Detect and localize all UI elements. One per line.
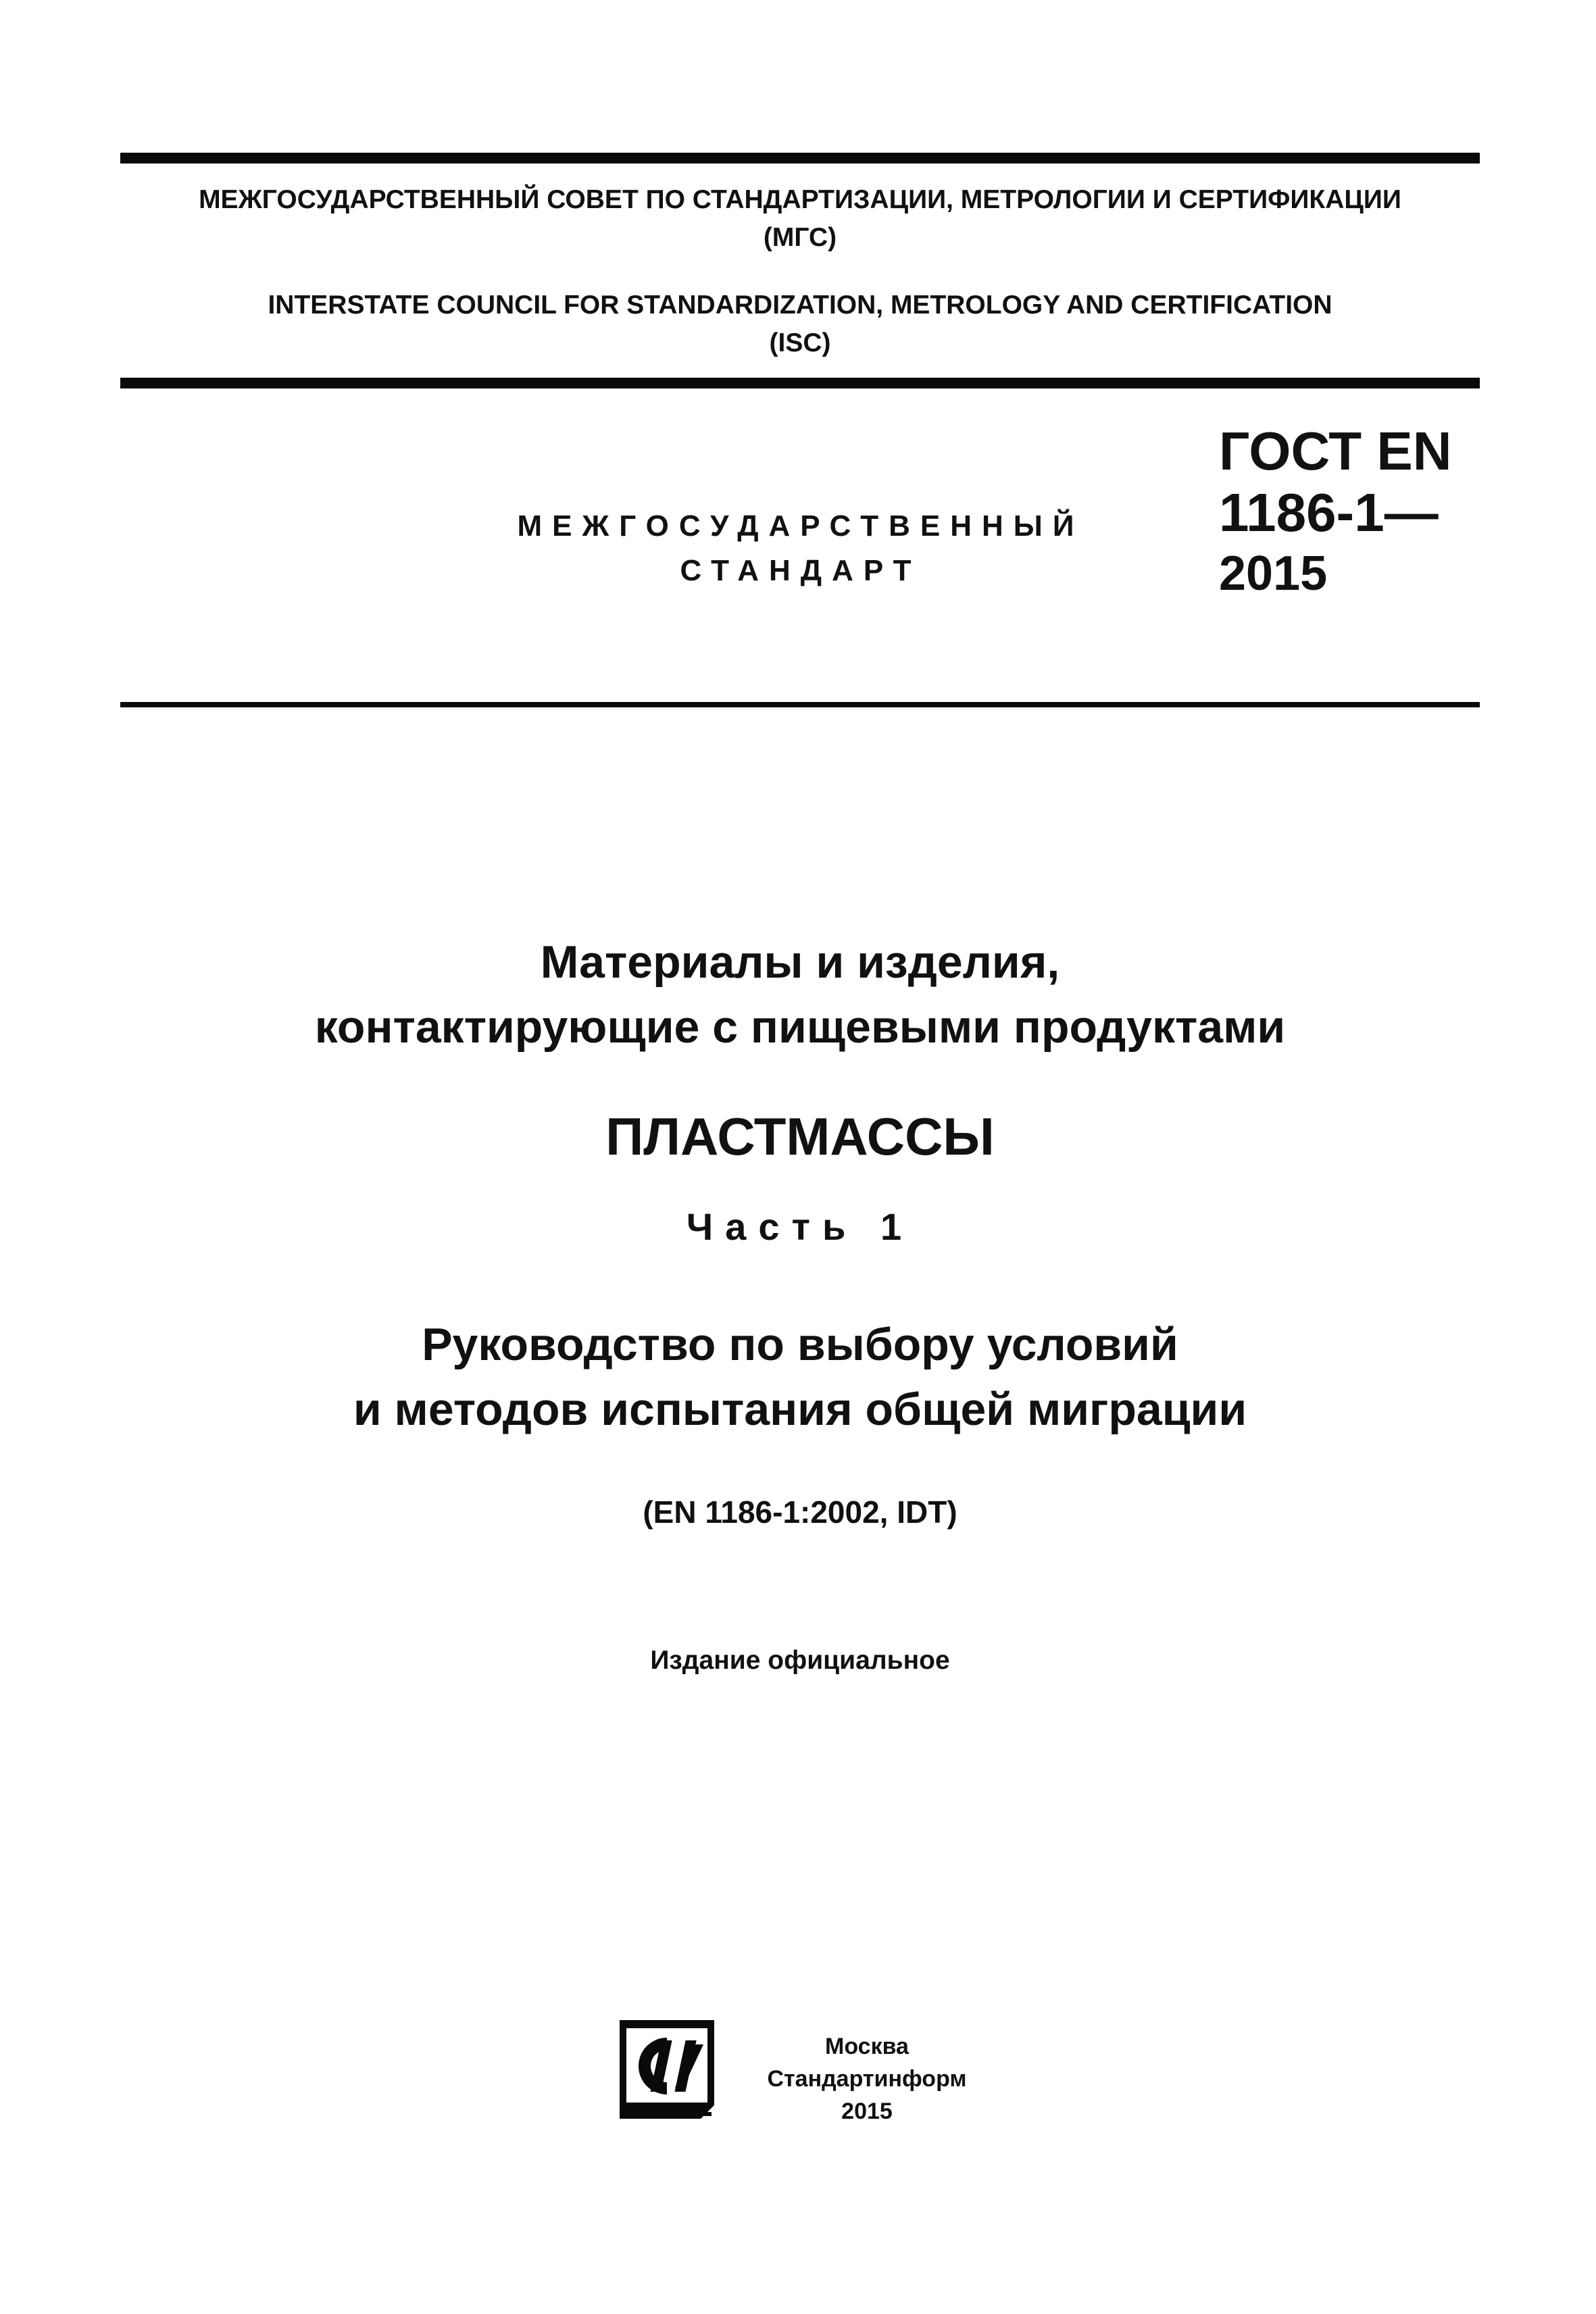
document-subtitle-line1: Руководство по выбору условий	[422, 1319, 1178, 1370]
standard-kind-line2: СТАНДАРТ	[680, 554, 922, 587]
standard-number-year: 2015	[1219, 547, 1328, 601]
council-abbr-ru: (МГС)	[763, 223, 837, 252]
publisher-city: Москва	[825, 2034, 909, 2059]
document-subject	[120, 930, 1480, 1059]
edition-note: Издание официальное	[650, 1646, 950, 1675]
standard-number	[1219, 420, 1452, 605]
document-subtitle-line2: и методов испытания общей миграции	[353, 1384, 1247, 1435]
standard-kind	[487, 504, 1115, 593]
standard-number-line2: 1186-1—	[1219, 482, 1439, 543]
publisher-name: Стандартинформ	[767, 2066, 967, 2092]
council-name-en-line1: INTERSTATE COUNCIL FOR STANDARDIZATION, METROLOGY AND CERTIFICATION	[268, 291, 1332, 320]
document-subject-line1: Материалы и изделия,	[540, 936, 1060, 988]
document-main-title: ПЛАСТМАССЫ	[605, 1107, 995, 1166]
standard-kind-line1: МЕЖГОСУДАРСТВЕННЫЙ	[517, 509, 1084, 543]
top-rule	[120, 153, 1480, 164]
council-name-en	[120, 286, 1480, 362]
standard-number-line1: ГОСТ EN	[1219, 421, 1452, 481]
council-name-ru-line1: МЕЖГОСУДАРСТВЕННЫЙ СОВЕТ ПО СТАНДАРТИЗАЦИИ, МЕТРОЛОГИИ И СЕРТИФИКАЦИИ	[199, 185, 1401, 214]
document-part: Часть 1	[686, 1205, 914, 1248]
council-name-ru	[120, 181, 1480, 257]
publisher-block	[732, 2030, 1002, 2128]
standartinform-logo-icon	[620, 2020, 724, 2119]
standard-bottom-rule	[120, 702, 1480, 707]
header-bottom-rule	[120, 378, 1480, 388]
document-subject-line2: контактирующие с пищевыми продуктами	[314, 1001, 1286, 1053]
document-reference: (EN 1186-1:2002, IDT)	[643, 1494, 957, 1530]
publisher-year: 2015	[841, 2098, 893, 2124]
council-abbr-en: (ISC)	[769, 328, 831, 357]
document-subtitle	[120, 1312, 1480, 1442]
